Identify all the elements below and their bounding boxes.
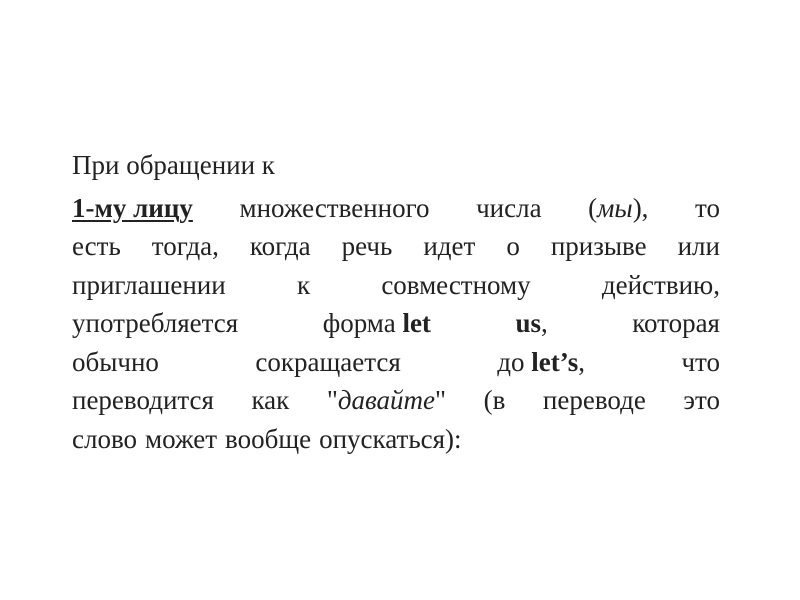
word: как [251, 385, 290, 415]
word: опускаться): [319, 423, 462, 454]
text-line [72, 420, 720, 459]
word: есть [72, 231, 121, 261]
italic-pronoun: мы [597, 192, 633, 223]
word-with-italic: "давайте" [326, 385, 447, 415]
word: тогда, [151, 231, 219, 261]
word: о [506, 231, 520, 261]
word-group: us, [515, 308, 548, 338]
text-line [72, 381, 720, 420]
word: сокращается [255, 346, 401, 377]
word: может [145, 423, 218, 454]
word: вообще [225, 423, 312, 454]
word: числа [476, 192, 542, 223]
bold-let: let [402, 308, 431, 338]
bold-lets: let’s [531, 346, 579, 377]
text-line [72, 304, 720, 343]
word: переводится [72, 385, 214, 415]
word: что [681, 346, 720, 377]
word-group: до let’s, [497, 346, 585, 377]
word: когда [249, 231, 311, 261]
term-first-person: 1-му лицу [72, 192, 193, 223]
word: (в [483, 385, 506, 415]
word: обычно [72, 346, 159, 377]
word: переводе [542, 385, 646, 415]
text-line [72, 189, 720, 228]
word: совместному [381, 269, 531, 300]
word: приглашении [72, 269, 226, 300]
text-block [72, 146, 720, 458]
word: то [695, 192, 720, 223]
word: это [683, 385, 720, 415]
word-with-italic: (мы), [588, 192, 649, 223]
text-line [72, 266, 720, 305]
word: которая [632, 308, 720, 338]
text-line [72, 343, 720, 382]
word: речь [341, 231, 393, 261]
italic-davayte: давайте [337, 385, 436, 415]
word: к [296, 269, 311, 300]
word: множественного [239, 192, 430, 223]
word: призыве [550, 231, 647, 261]
word: действию, [601, 269, 720, 300]
intro-text: При обращении к [72, 150, 275, 180]
word: идет [423, 231, 476, 261]
word: или [677, 231, 720, 261]
word-group: форма let [322, 308, 431, 338]
word: слово [72, 423, 138, 454]
word: употребляется [72, 308, 239, 338]
bold-us: us [515, 308, 541, 338]
text-line [72, 227, 720, 266]
